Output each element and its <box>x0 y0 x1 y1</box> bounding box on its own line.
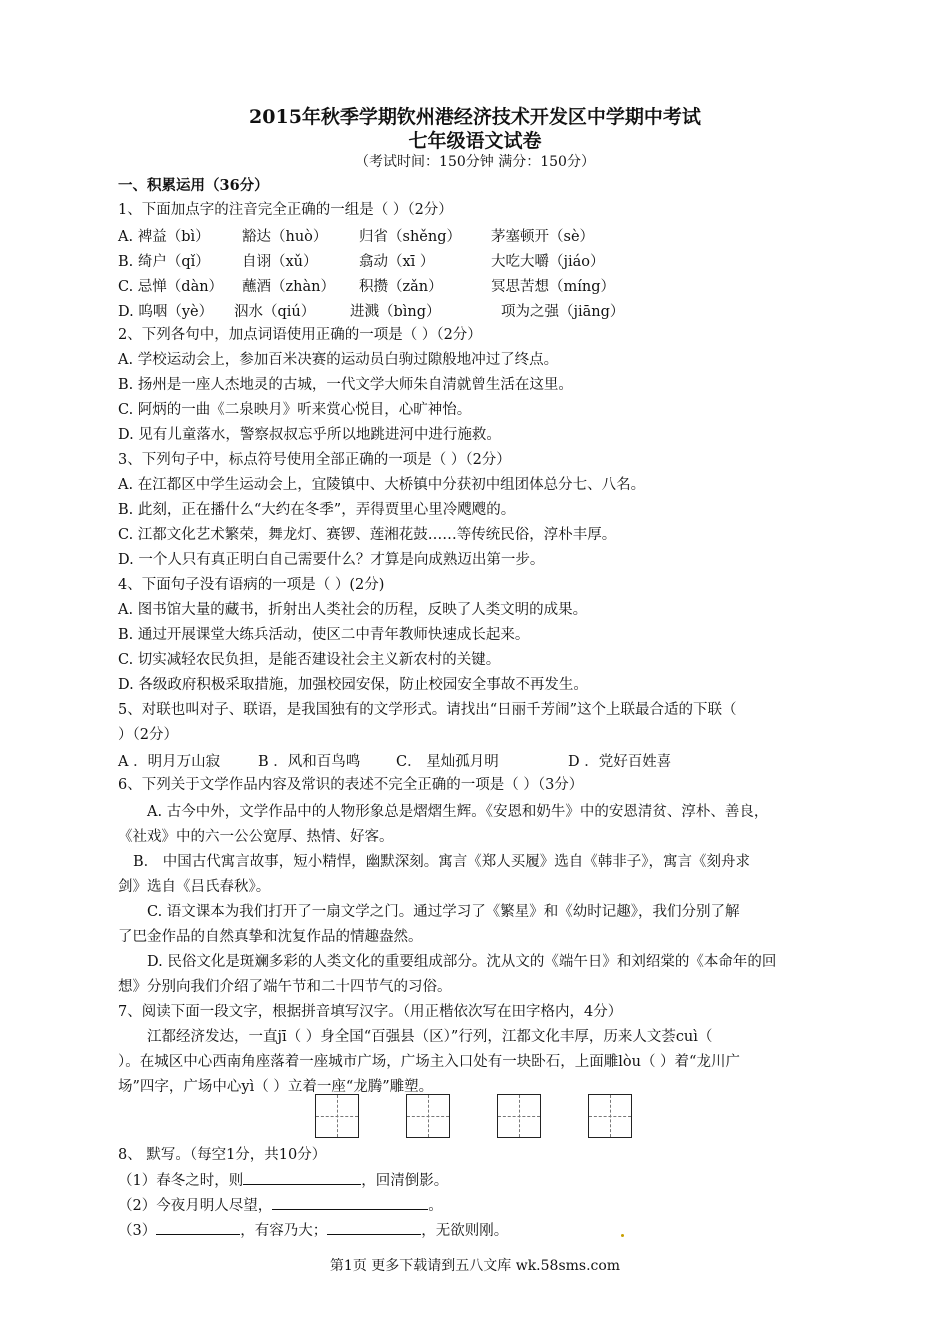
q8-blank-3[interactable] <box>156 1220 240 1235</box>
writing-grid-3[interactable] <box>497 1094 541 1138</box>
q4-option-a: A. 图书馆大量的藏书，折射出人类社会的历程，反映了人类文明的成果。 <box>118 602 588 618</box>
q1-b2: 自诩（xǔ） <box>242 254 318 270</box>
q2-stem: 2、下列各句中，加点词语使用正确的一项是（ ）（2分） <box>118 327 482 343</box>
q8-line-3-text-end: ，无欲则刚。 <box>421 1223 509 1239</box>
q4-stem: 4、下面句子没有语病的一项是（ ）(2分) <box>118 577 385 593</box>
q8-line-1-text-end: ，回清倒影。 <box>361 1173 449 1189</box>
exam-title: 2015年秋季学期钦州港经济技术开发区中学期中考试 <box>249 106 701 128</box>
writing-grid-1[interactable] <box>315 1094 359 1138</box>
q1-c3: 积攒（zǎn） <box>359 279 443 295</box>
q6-option-a-cont: 《社戏》中的六一公公宽厚、热情、好客。 <box>118 829 394 845</box>
q6-option-d: D. 民俗文化是斑斓多彩的人类文化的重要组成部分。沈从文的《端午日》和刘绍棠的《本命年的回 <box>147 954 777 970</box>
q1-c2: 蘸酒（zhàn） <box>242 279 335 295</box>
q5-option-a: A ．明月万山寂 <box>118 754 221 770</box>
q1-b3: 翕动（xī ） <box>359 254 435 270</box>
writing-grid-2[interactable] <box>406 1094 450 1138</box>
q4-option-b: B. 通过开展课堂大练兵活动，使区二中青年教师快速成长起来。 <box>118 627 530 643</box>
q8-blank-1[interactable] <box>243 1170 361 1185</box>
q1-c1: C. 忌惮（dàn） <box>118 279 224 295</box>
q1-a2: 豁达（huò） <box>242 229 328 245</box>
q6-option-c: C. 语文课本为我们打开了一扇文学之门。通过学习了《繁星》和《幼时记趣》，我们分别了解 <box>147 904 740 920</box>
q1-d4: 项为之强（jiāng） <box>501 304 625 320</box>
q8-line-3-text: （3） <box>118 1223 157 1239</box>
q5-option-c: C． 星灿孤月明 <box>396 754 499 770</box>
q2-option-d: D. 见有儿童落水，警察叔叔忘乎所以地跳进河中进行施救。 <box>118 427 501 443</box>
q1-a1: A. 裨益（bì） <box>118 229 210 245</box>
q7-stem: 7、阅读下面一段文字，根据拼音填写汉字。（用正楷依次写在田字格内，4分） <box>118 1004 623 1020</box>
q1-a3: 归省（shěng） <box>359 229 461 245</box>
section-title: 一、积累运用（36分） <box>118 177 269 194</box>
q2-option-a: A. 学校运动会上，参加百米决赛的运动员白驹过隙般地冲过了终点。 <box>118 352 559 368</box>
q1-b4: 大吃大嚼（jiáo） <box>491 254 605 270</box>
page-footer: 第1页 更多下载请到五八文库 wk.58sms.com <box>329 1258 621 1274</box>
q7-passage-1: 江都经济发达，一直jī（ ）身全国“百强县（区）”行列，江都文化丰厚，历来人文荟cuì（ <box>147 1029 713 1045</box>
q6-option-a: A. 古今中外，文学作品中的人物形象总是熠熠生辉。《安恩和奶牛》中的安恩清贫、淳朴、善良， <box>147 804 769 820</box>
q8-line-2-text-end: 。 <box>428 1198 443 1214</box>
q8-stem: 8、 默写。（每空1分，共10分） <box>118 1147 327 1163</box>
q5-stem-cont: ）（2分） <box>118 727 178 743</box>
q1-b1: B. 绮户（qǐ） <box>118 254 210 270</box>
q2-option-b: B. 扬州是一座人杰地灵的古城，一代文学大师朱自清就曾生活在这里。 <box>118 377 573 393</box>
q7-passage-2: ）。在城区中心西南角座落着一座城市广场，广场主入口处有一块卧石，上面雕lòu（ ）着“龙川广 <box>118 1054 740 1070</box>
q8-line-2 <box>118 1195 443 1216</box>
q6-option-c-cont: 了巴金作品的自然真挚和沈复作品的情趣盎然。 <box>118 929 423 945</box>
q5-stem: 5、对联也叫对子、联语，是我国独有的文学形式。请找出“日丽千芳闹”这个上联最合适的下联（ <box>118 702 737 718</box>
exam-subtitle: 七年级语文试卷 <box>408 130 542 152</box>
exam-meta: （考试时间：150分钟 满分：150分） <box>355 154 595 170</box>
q3-option-c: C. 江都文化艺术繁荣，舞龙灯、赛锣、莲湘花鼓……等传统民俗，淳朴丰厚。 <box>118 527 617 543</box>
q1-a4: 茅塞顿开（sè） <box>491 229 595 245</box>
q1-d3: 进溅（bìng） <box>350 304 441 320</box>
q6-option-b: B． 中国古代寓言故事，短小精悍，幽默深刻。寓言《郑人买履》选自《韩非子》，寓言《刻舟求 <box>133 854 751 870</box>
q8-line-2-text: （2）今夜月明人尽望， <box>118 1198 273 1214</box>
q8-blank-2[interactable] <box>272 1195 428 1210</box>
q5-option-b: B ．风和百鸟鸣 <box>258 754 361 770</box>
q8-line-3-text-mid: ，有容乃大； <box>240 1223 328 1239</box>
writing-grid-4[interactable] <box>588 1094 632 1138</box>
q4-option-c: C. 切实减轻农民负担，是能否建设社会主义新农村的关键。 <box>118 652 501 668</box>
q4-option-d: D. 各级政府积极采取措施，加强校园安保，防止校园安全事故不再发生。 <box>118 677 588 693</box>
decorative-dot <box>621 1234 624 1237</box>
q8-line-1-text: （1）春冬之时，则 <box>118 1173 244 1189</box>
q6-option-b-cont: 剑》选自《吕氏春秋》。 <box>118 879 271 895</box>
q6-option-d-cont: 想》分别向我们介绍了端午节和二十四节气的习俗。 <box>118 979 452 995</box>
q8-blank-4[interactable] <box>327 1220 421 1235</box>
q3-option-b: B. 此刻，正在播什么“大约在冬季”，弄得贾里心里冷飕飕的。 <box>118 502 516 518</box>
q3-option-a: A. 在江都区中学生运动会上，宜陵镇中、大桥镇中分获初中组团体总分七、八名。 <box>118 477 646 493</box>
q8-line-3 <box>118 1220 508 1241</box>
q1-stem: 1、下面加点字的注音完全正确的一组是（ ）（2分） <box>118 202 453 218</box>
q1-c4: 冥思苦想（míng） <box>491 279 616 295</box>
q1-d2: 泅水（qiú） <box>234 304 316 320</box>
q5-option-d: D ．党好百姓喜 <box>568 754 672 770</box>
q1-d1: D. 呜咽（yè） <box>118 304 214 320</box>
q2-option-c: C. 阿炳的一曲《二泉映月》听来赏心悦目，心旷神怡。 <box>118 402 472 418</box>
q6-stem: 6、下列关于文学作品内容及常识的表述不完全正确的一项是（ ）（3分） <box>118 777 584 793</box>
q3-stem: 3、下列句子中，标点符号使用全部正确的一项是（ ）（2分） <box>118 452 511 468</box>
q7-passage-3: 场”四字，广场中心yì（ ）立着一座“龙腾”雕塑。 <box>118 1079 434 1095</box>
q8-line-1 <box>118 1170 448 1191</box>
q3-option-d: D. 一个人只有真正明白自己需要什么？才算是向成熟迈出第一步。 <box>118 552 545 568</box>
